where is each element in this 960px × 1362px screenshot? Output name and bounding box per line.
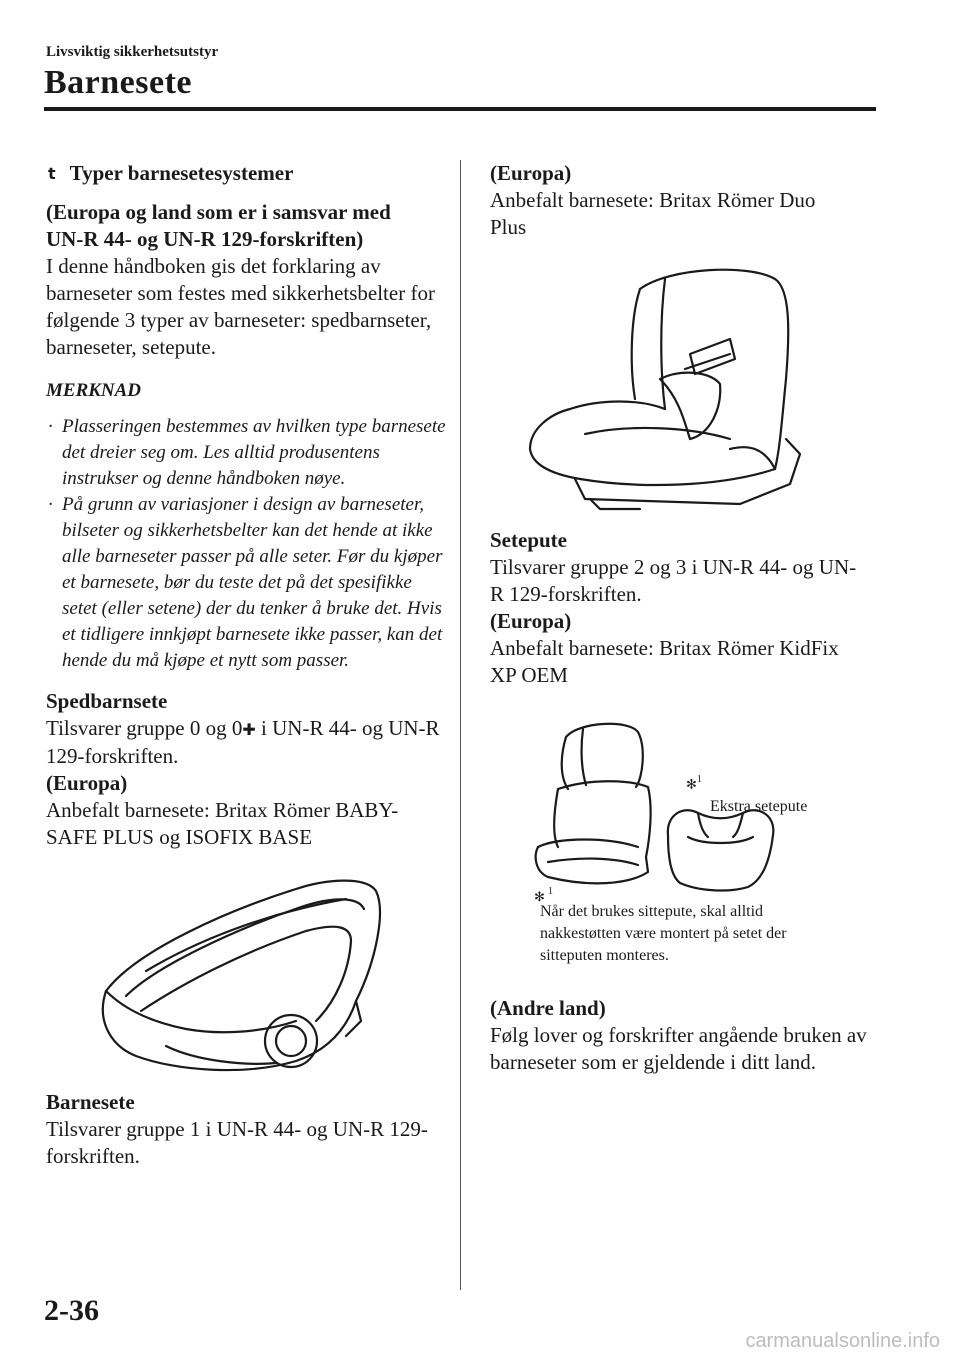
infant-region: (Europa) — [46, 771, 128, 795]
booster-text: Tilsvarer gruppe 2 og 3 i UN-R 44- og UN-R 129-forskriften. — [490, 555, 857, 606]
extra-booster-label — [686, 769, 886, 818]
infant-carrier-illustration — [46, 871, 446, 1081]
infant-seat-group-text — [46, 715, 446, 770]
infant-group-text-a: Tilsvarer gruppe 0 og 0 — [46, 716, 243, 740]
plus-icon: ✚ — [242, 720, 256, 739]
watermark: carmanualsonline.info — [745, 1330, 940, 1352]
note-item-text: Plasseringen bestemmes av hvilken type barnesete det dreier seg om. Les alltid produsentens instrukser og denne håndboken nøye. — [62, 416, 446, 489]
footnote-number: 1 — [696, 774, 702, 785]
other-countries-text: Følg lover og forskrifter angående bruken av barneseter som er gjeldende i ditt land. — [490, 1023, 867, 1074]
page-number: 2-36 — [44, 1294, 99, 1327]
booster-recommended: Anbefalt barnesete: Britax Römer KidFix XP OEM — [490, 636, 839, 687]
note-item-text: På grunn av variasjoner i design av barneseter, bilseter og sikkerhetsbelter kan det hende at ikke alle barneseter passer på alle seter. Før du kjøper et barnesete, bør du teste det på det spesifikke setet (eller setene) der du tenker å bruke det. Hvis et tidligere innkjøpt barnesete ikke passer, kan det hende du må kjøpe et nytt som passer. — [62, 494, 443, 671]
booster-figure — [490, 717, 890, 897]
child-seat-title: Barnesete — [46, 1090, 135, 1114]
booster-title: Setepute — [490, 528, 567, 552]
footnote-star-icon: ✻ — [686, 777, 697, 793]
left-column — [46, 160, 446, 1170]
column-divider — [460, 160, 461, 1290]
extra-booster-label-text: Ekstra setepute — [710, 798, 808, 816]
intro-paragraph: I denne håndboken gis det forklaring av barneseter som festes med sikkerhetsbelter for følgende 3 typer av barneseter: spedbarnseter, barneseter, setepute. — [46, 254, 435, 359]
other-countries-title: (Andre land) — [490, 996, 606, 1020]
infant-seat-title: Spedbarnsete — [46, 689, 168, 713]
right-column — [490, 160, 890, 1076]
infant-recommended: Anbefalt barnesete: Britax Römer BABY-SAFE PLUS og ISOFIX BASE — [46, 798, 399, 849]
section-heading-text: Typer barnesetesystemer — [69, 161, 294, 185]
booster-region: (Europa) — [490, 609, 572, 633]
note-title: MERKNAD — [46, 380, 142, 401]
page-title: Barnesete — [44, 64, 193, 101]
child-seat-recommended: Anbefalt barnesete: Britax Römer Duo Plus — [490, 188, 816, 239]
bullet-icon: · — [48, 494, 53, 515]
footnote-star-icon: ✻ — [534, 890, 545, 905]
bullet-icon: · — [48, 416, 53, 437]
section-heading — [46, 160, 446, 187]
intro-region-line-2: UN-R 44- og UN-R 129-forskriften) — [46, 227, 364, 251]
child-seat-region: (Europa) — [490, 161, 572, 185]
header-rule — [44, 107, 876, 111]
note-item — [46, 492, 446, 674]
intro-region-line-1: (Europa og land som er i samsvar med — [46, 200, 391, 224]
footnote-text: Når det brukes sittepute, skal alltid nakkestøtten være montert på setet der sitteputen monteres. — [540, 903, 787, 964]
child-seat-illustration — [490, 259, 870, 519]
section-marker-icon: t — [48, 164, 56, 183]
footnote-number: 1 — [548, 886, 553, 897]
header-section-label: Livsviktig sikkerhetsutstyr — [46, 44, 219, 60]
child-seat-text: Tilsvarer gruppe 1 i UN-R 44- og UN-R 129-forskriften. — [46, 1117, 428, 1168]
note-item — [46, 414, 446, 492]
booster-seat-illustration — [528, 717, 668, 887]
infant-group-text-b: i UN-R 44- og UN-R 129-forskriften. — [46, 716, 440, 768]
footnote-block — [490, 886, 890, 967]
